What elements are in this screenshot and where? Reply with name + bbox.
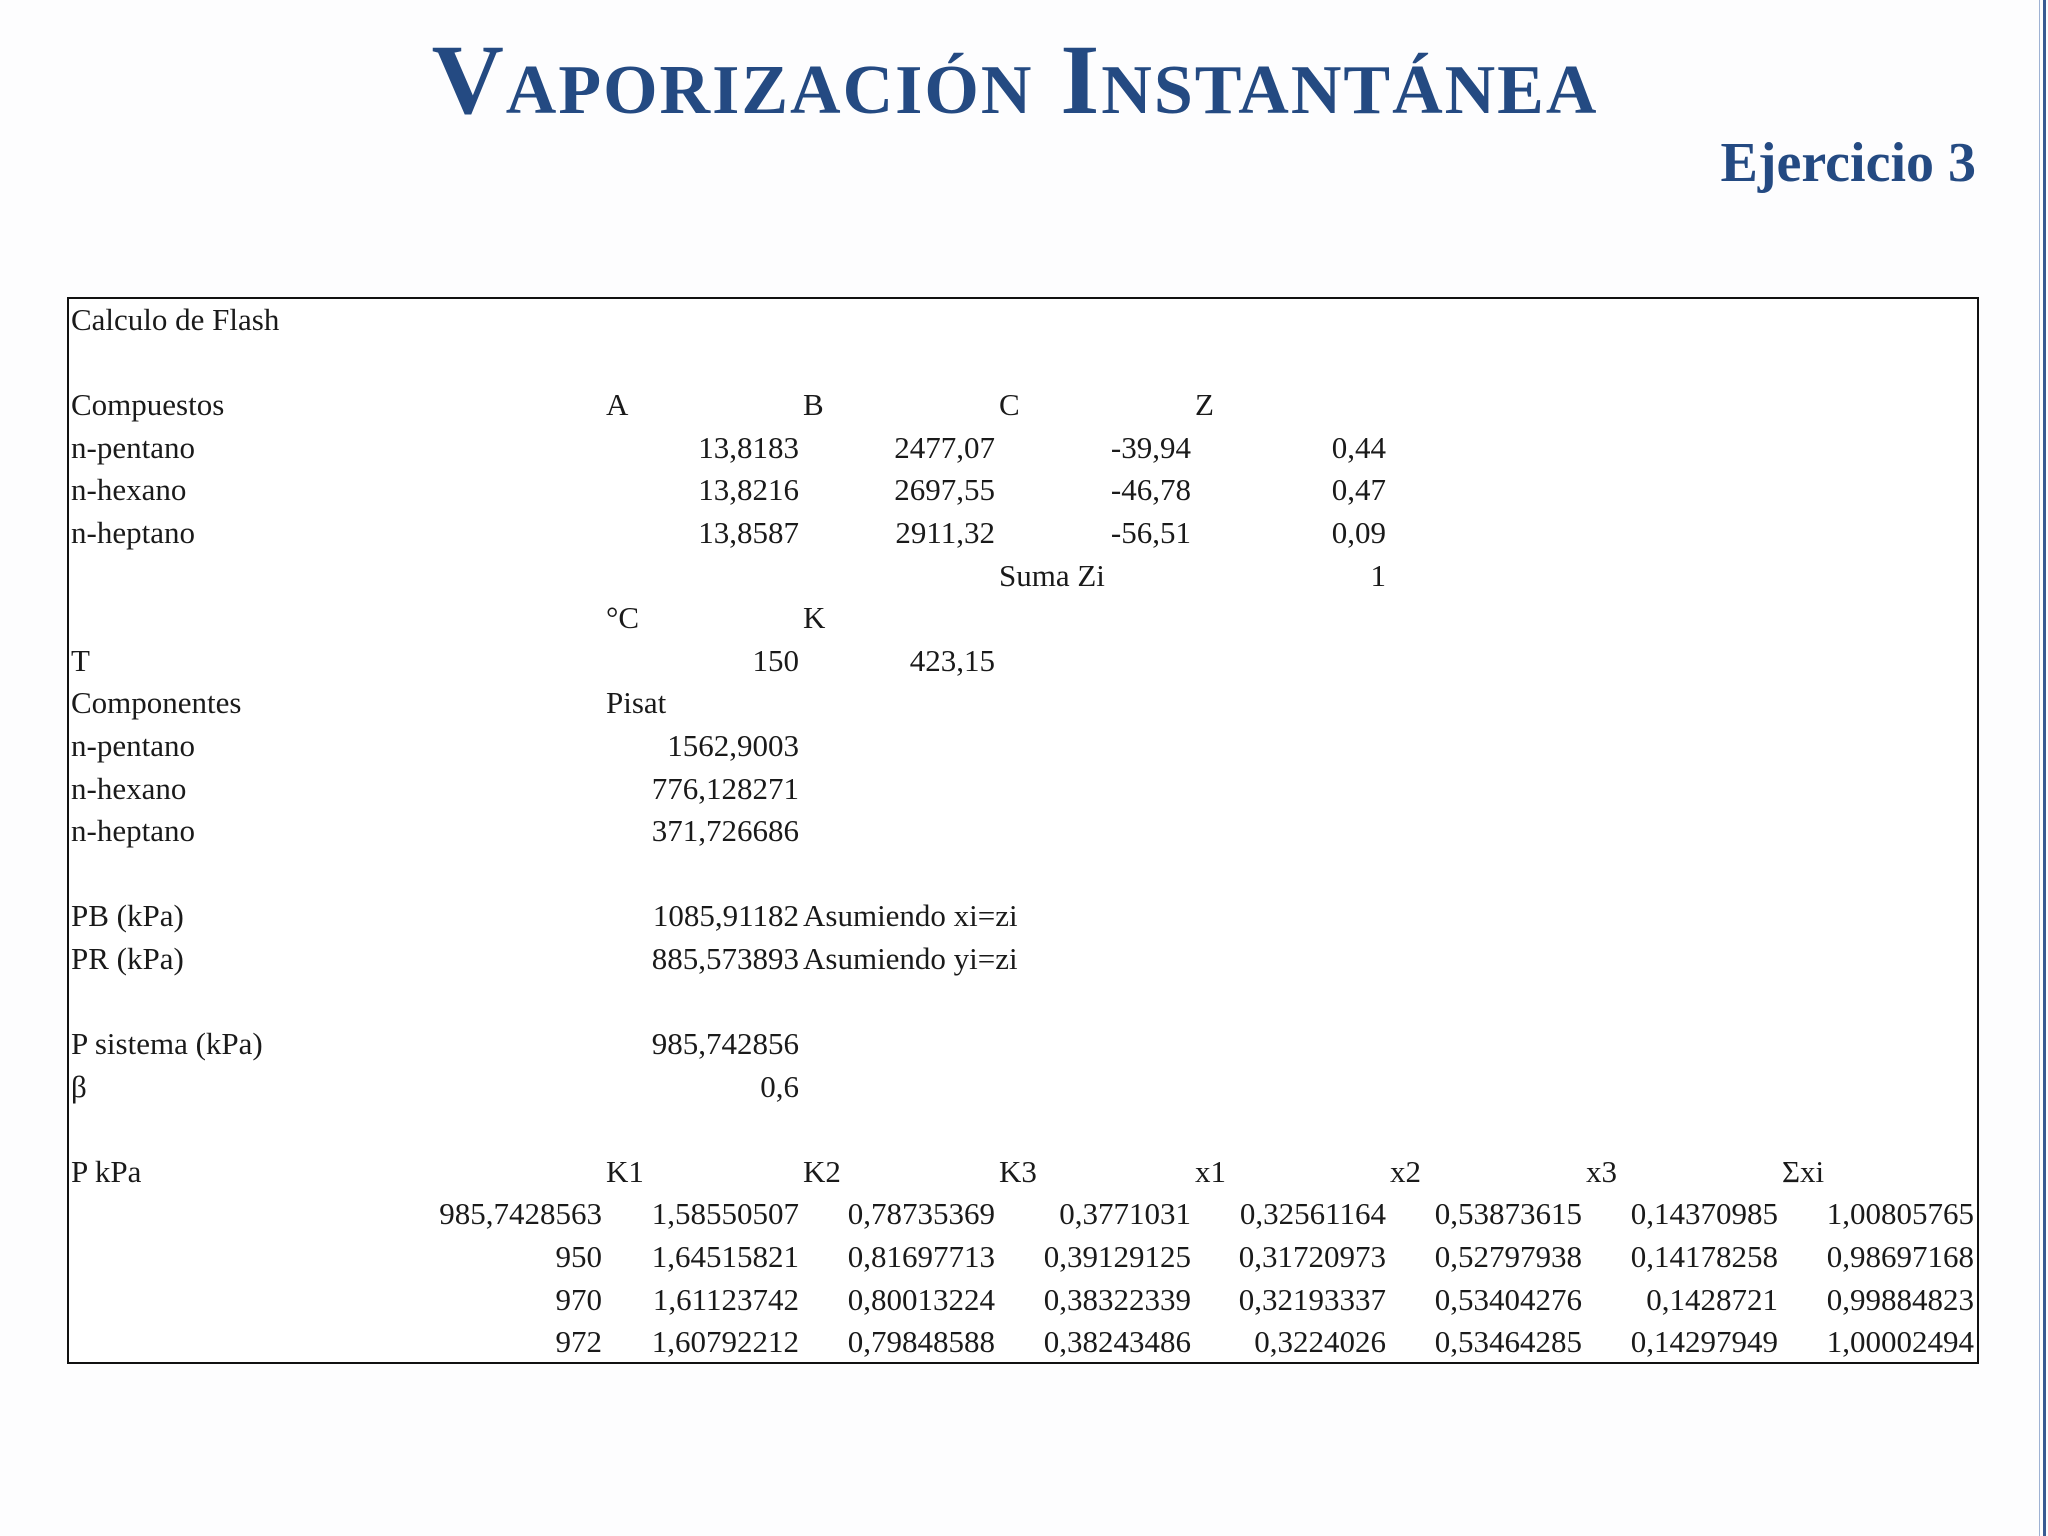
unit-celsius: °C — [606, 600, 640, 636]
components-label: Componentes — [71, 685, 242, 721]
compound-value: 13,8587 — [698, 514, 799, 550]
iteration-value: 0,14297949 — [1630, 1324, 1778, 1360]
pr-note: Asumiendo yi=zi — [803, 940, 1018, 976]
beta-label: β — [71, 1068, 87, 1104]
column-header-k1: K1 — [606, 1153, 644, 1189]
page-subtitle: Ejercicio 3 — [1720, 132, 1976, 194]
column-header-x2: x2 — [1390, 1153, 1421, 1189]
compound-value: 13,8183 — [698, 429, 799, 465]
iteration-value: 0,3224026 — [1254, 1324, 1386, 1360]
column-header-x3: x3 — [1586, 1153, 1617, 1189]
iteration-value: 0,3771031 — [1059, 1196, 1191, 1232]
column-header-b: B — [803, 387, 824, 423]
iteration-value: 0,78735369 — [847, 1196, 995, 1232]
iteration-value: 1,00002494 — [1826, 1324, 1974, 1360]
p-kpa-label: P kPa — [71, 1153, 142, 1189]
iteration-value: 0,14370985 — [1630, 1196, 1778, 1232]
compound-value: 2697,55 — [894, 472, 995, 508]
column-header-z: Z — [1195, 387, 1214, 423]
iteration-value: 1,00805765 — [1826, 1196, 1974, 1232]
iteration-value: 0,1428721 — [1646, 1281, 1778, 1317]
compound-value: 0,44 — [1331, 429, 1386, 465]
compound-value: -46,78 — [1110, 472, 1191, 508]
component-name: n-heptano — [71, 813, 195, 849]
compound-value: 2477,07 — [894, 429, 995, 465]
iteration-value: 0,32193337 — [1238, 1281, 1386, 1317]
iteration-value: 0,38322339 — [1043, 1281, 1191, 1317]
iteration-value: 1,64515821 — [651, 1239, 799, 1275]
iteration-pressure: 972 — [555, 1324, 602, 1360]
iteration-value: 0,81697713 — [847, 1239, 995, 1275]
temperature-label: T — [71, 642, 90, 678]
column-header-k3: K3 — [999, 1153, 1037, 1189]
iteration-value: 0,31720973 — [1238, 1239, 1386, 1275]
compound-value: 2911,32 — [895, 514, 995, 550]
column-header-sum-xi: Σxi — [1782, 1153, 1825, 1189]
temperature-kelvin: 423,15 — [909, 642, 995, 678]
iteration-value: 0,53404276 — [1434, 1281, 1582, 1317]
iteration-pressure: 950 — [555, 1239, 602, 1275]
spreadsheet-table — [67, 297, 1979, 1364]
sum-zi-value: 1 — [1370, 557, 1386, 593]
iteration-value: 0,80013224 — [847, 1281, 995, 1317]
compounds-label: Compuestos — [71, 387, 225, 423]
compound-name: n-hexano — [71, 472, 187, 508]
iteration-value: 0,53464285 — [1434, 1324, 1582, 1360]
iteration-value: 0,32561164 — [1239, 1196, 1386, 1232]
beta-value: 0,6 — [760, 1068, 799, 1104]
iteration-pressure: 985,7428563 — [439, 1196, 602, 1232]
iteration-value: 0,53873615 — [1434, 1196, 1582, 1232]
page-title: Vaporización Instantánea — [431, 24, 1599, 135]
iteration-value: 0,14178258 — [1630, 1239, 1778, 1275]
sheet-title: Calculo de Flash — [71, 302, 280, 337]
compound-name: n-heptano — [71, 514, 195, 550]
iteration-value: 0,99884823 — [1826, 1281, 1974, 1317]
pr-label: PR (kPa) — [71, 940, 184, 976]
iteration-value: 0,98697168 — [1826, 1239, 1974, 1275]
iteration-value: 1,60792212 — [651, 1324, 799, 1360]
iteration-value: 0,39129125 — [1043, 1239, 1191, 1275]
sum-zi-label: Suma Zi — [999, 557, 1105, 593]
compound-value: 0,09 — [1331, 514, 1386, 550]
column-header-x1: x1 — [1195, 1153, 1226, 1189]
p-system-label: P sistema (kPa) — [71, 1026, 263, 1062]
iteration-pressure: 970 — [555, 1281, 602, 1317]
compound-value: 0,47 — [1331, 472, 1386, 508]
iteration-value: 0,52797938 — [1434, 1239, 1582, 1275]
compound-value: 13,8216 — [698, 472, 799, 508]
iteration-value: 1,58550507 — [651, 1196, 799, 1232]
pisat-value: 776,128271 — [651, 770, 799, 806]
pisat-value: 1562,9003 — [667, 727, 799, 763]
unit-kelvin: K — [803, 600, 826, 636]
compound-value: -56,51 — [1110, 514, 1191, 550]
compound-name: n-pentano — [71, 429, 195, 465]
pb-note: Asumiendo xi=zi — [803, 898, 1018, 934]
column-header-k2: K2 — [803, 1153, 841, 1189]
spreadsheet-grid — [69, 299, 2048, 1364]
iteration-value: 0,79848588 — [847, 1324, 995, 1360]
temperature-celsius: 150 — [752, 642, 799, 678]
pb-label: PB (kPa) — [71, 898, 184, 934]
pisat-header: Pisat — [606, 685, 667, 721]
iteration-value: 0,38243486 — [1043, 1324, 1191, 1360]
column-header-a: A — [606, 387, 629, 423]
component-name: n-hexano — [71, 770, 187, 806]
column-header-c: C — [999, 387, 1020, 423]
compound-value: -39,94 — [1110, 429, 1191, 465]
component-name: n-pentano — [71, 727, 195, 763]
p-system-value: 985,742856 — [651, 1026, 799, 1062]
pb-value: 1085,91182 — [652, 898, 799, 934]
iteration-value: 1,61123742 — [652, 1281, 799, 1317]
pisat-value: 371,726686 — [651, 813, 799, 849]
pr-value: 885,573893 — [651, 940, 799, 976]
